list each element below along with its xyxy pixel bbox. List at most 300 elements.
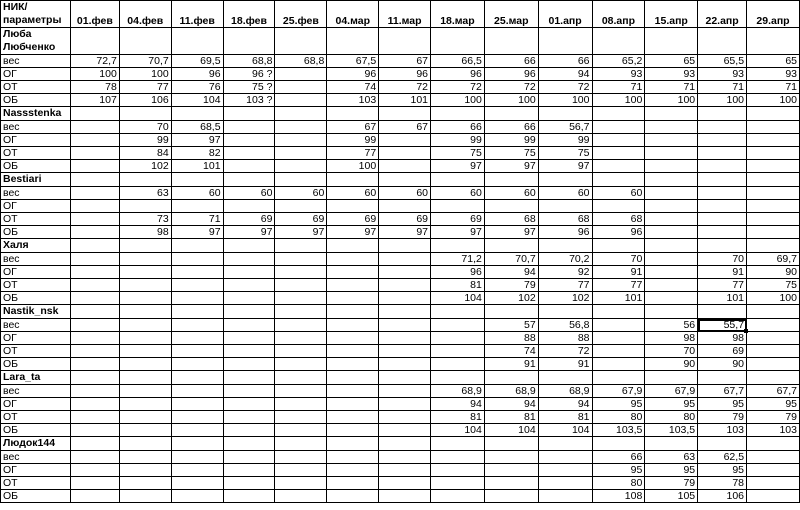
- value-cell[interactable]: 67,9: [592, 385, 645, 398]
- value-cell[interactable]: 60: [223, 187, 275, 200]
- value-cell[interactable]: 96: [431, 68, 485, 81]
- value-cell[interactable]: [379, 345, 431, 358]
- param-cell[interactable]: ОТ: [1, 147, 71, 160]
- value-cell[interactable]: 69: [223, 213, 275, 226]
- value-cell[interactable]: 75: [431, 147, 485, 160]
- value-cell[interactable]: [223, 160, 275, 173]
- empty-cell[interactable]: [327, 173, 379, 187]
- empty-cell[interactable]: [171, 107, 223, 121]
- value-cell[interactable]: [171, 292, 223, 305]
- value-cell[interactable]: 103: [327, 94, 379, 107]
- value-cell[interactable]: [747, 134, 800, 147]
- empty-cell[interactable]: [379, 173, 431, 187]
- value-cell[interactable]: [275, 477, 327, 490]
- empty-cell[interactable]: [119, 28, 171, 55]
- value-cell[interactable]: 81: [431, 279, 485, 292]
- value-cell[interactable]: [327, 411, 379, 424]
- empty-cell[interactable]: [223, 239, 275, 253]
- value-cell[interactable]: [70, 398, 119, 411]
- value-cell[interactable]: [223, 332, 275, 345]
- value-cell[interactable]: [431, 319, 485, 332]
- empty-cell[interactable]: [223, 305, 275, 319]
- value-cell[interactable]: 72: [538, 81, 592, 94]
- value-cell[interactable]: 97: [223, 226, 275, 239]
- empty-cell[interactable]: [327, 28, 379, 55]
- value-cell[interactable]: 91: [592, 266, 645, 279]
- empty-cell[interactable]: [698, 239, 747, 253]
- value-cell[interactable]: [223, 477, 275, 490]
- param-cell[interactable]: вес: [1, 55, 71, 68]
- value-cell[interactable]: [747, 160, 800, 173]
- value-cell[interactable]: [275, 358, 327, 371]
- value-cell[interactable]: [70, 319, 119, 332]
- value-cell[interactable]: [171, 319, 223, 332]
- empty-cell[interactable]: [379, 437, 431, 451]
- value-cell[interactable]: [119, 451, 171, 464]
- empty-cell[interactable]: [645, 173, 698, 187]
- value-cell[interactable]: 81: [484, 411, 538, 424]
- empty-cell[interactable]: [223, 173, 275, 187]
- value-cell[interactable]: [592, 147, 645, 160]
- value-cell[interactable]: [171, 385, 223, 398]
- value-cell[interactable]: [379, 424, 431, 437]
- value-cell[interactable]: 71: [592, 81, 645, 94]
- value-cell[interactable]: [171, 200, 223, 213]
- param-cell[interactable]: вес: [1, 187, 71, 200]
- empty-cell[interactable]: [119, 107, 171, 121]
- value-cell[interactable]: [171, 411, 223, 424]
- empty-cell[interactable]: [171, 437, 223, 451]
- empty-cell[interactable]: [538, 173, 592, 187]
- empty-cell[interactable]: [645, 437, 698, 451]
- value-cell[interactable]: [592, 319, 645, 332]
- value-cell[interactable]: [538, 464, 592, 477]
- empty-cell[interactable]: [747, 28, 800, 55]
- empty-cell[interactable]: [171, 28, 223, 55]
- empty-cell[interactable]: [275, 173, 327, 187]
- value-cell[interactable]: [747, 490, 800, 503]
- value-cell[interactable]: 79: [747, 411, 800, 424]
- value-cell[interactable]: [431, 345, 485, 358]
- value-cell[interactable]: 101: [698, 292, 747, 305]
- empty-cell[interactable]: [171, 371, 223, 385]
- empty-cell[interactable]: [431, 107, 485, 121]
- value-cell[interactable]: 97: [484, 226, 538, 239]
- value-cell[interactable]: 62,5: [698, 451, 747, 464]
- value-cell[interactable]: 101: [379, 94, 431, 107]
- header-cell-date[interactable]: 29.апр: [747, 1, 800, 28]
- value-cell[interactable]: [119, 490, 171, 503]
- empty-cell[interactable]: [645, 371, 698, 385]
- empty-cell[interactable]: [538, 239, 592, 253]
- empty-cell[interactable]: [119, 173, 171, 187]
- empty-cell[interactable]: [645, 239, 698, 253]
- value-cell[interactable]: 56,8: [538, 319, 592, 332]
- empty-cell[interactable]: [223, 28, 275, 55]
- empty-cell[interactable]: [119, 305, 171, 319]
- value-cell[interactable]: 100: [592, 94, 645, 107]
- value-cell[interactable]: [171, 490, 223, 503]
- value-cell[interactable]: 98: [119, 226, 171, 239]
- value-cell[interactable]: 101: [171, 160, 223, 173]
- value-cell[interactable]: 95: [698, 398, 747, 411]
- header-cell-date[interactable]: 25.мар: [484, 1, 538, 28]
- value-cell[interactable]: [119, 332, 171, 345]
- param-cell[interactable]: ОГ: [1, 464, 71, 477]
- value-cell[interactable]: [275, 332, 327, 345]
- value-cell[interactable]: [171, 279, 223, 292]
- empty-cell[interactable]: [70, 239, 119, 253]
- empty-cell[interactable]: [592, 107, 645, 121]
- empty-cell[interactable]: [592, 305, 645, 319]
- value-cell[interactable]: [484, 477, 538, 490]
- value-cell[interactable]: [379, 398, 431, 411]
- value-cell[interactable]: 68,9: [431, 385, 485, 398]
- value-cell[interactable]: [171, 253, 223, 266]
- value-cell[interactable]: 67,7: [698, 385, 747, 398]
- value-cell[interactable]: 69: [431, 213, 485, 226]
- value-cell[interactable]: [275, 160, 327, 173]
- param-cell[interactable]: ОБ: [1, 490, 71, 503]
- empty-cell[interactable]: [379, 239, 431, 253]
- value-cell[interactable]: [171, 332, 223, 345]
- value-cell[interactable]: [327, 279, 379, 292]
- empty-cell[interactable]: [484, 371, 538, 385]
- value-cell[interactable]: 102: [538, 292, 592, 305]
- value-cell[interactable]: [379, 292, 431, 305]
- empty-cell[interactable]: [379, 305, 431, 319]
- value-cell[interactable]: 100: [698, 94, 747, 107]
- param-cell[interactable]: ОТ: [1, 345, 71, 358]
- value-cell[interactable]: [171, 477, 223, 490]
- value-cell[interactable]: 70: [645, 345, 698, 358]
- value-cell[interactable]: [70, 411, 119, 424]
- value-cell[interactable]: [379, 160, 431, 173]
- value-cell[interactable]: [223, 147, 275, 160]
- value-cell[interactable]: 65: [645, 55, 698, 68]
- value-cell[interactable]: 103: [747, 424, 800, 437]
- value-cell[interactable]: 99: [538, 134, 592, 147]
- value-cell[interactable]: 67: [379, 55, 431, 68]
- value-cell[interactable]: 57: [484, 319, 538, 332]
- value-cell[interactable]: [70, 385, 119, 398]
- value-cell[interactable]: 88: [538, 332, 592, 345]
- value-cell[interactable]: [223, 121, 275, 134]
- value-cell[interactable]: 93: [645, 68, 698, 81]
- value-cell[interactable]: [327, 398, 379, 411]
- nick-cell[interactable]: Nassstenka: [1, 107, 71, 121]
- value-cell[interactable]: [171, 266, 223, 279]
- value-cell[interactable]: [223, 358, 275, 371]
- empty-cell[interactable]: [698, 437, 747, 451]
- value-cell[interactable]: 97: [431, 160, 485, 173]
- value-cell[interactable]: 102: [119, 160, 171, 173]
- value-cell[interactable]: [379, 464, 431, 477]
- value-cell[interactable]: 68: [592, 213, 645, 226]
- value-cell[interactable]: [70, 345, 119, 358]
- value-cell[interactable]: 100: [538, 94, 592, 107]
- value-cell[interactable]: 103: [698, 424, 747, 437]
- value-cell[interactable]: [431, 200, 485, 213]
- empty-cell[interactable]: [431, 28, 485, 55]
- param-cell[interactable]: вес: [1, 451, 71, 464]
- value-cell[interactable]: 103 ?: [223, 94, 275, 107]
- value-cell[interactable]: 94: [484, 266, 538, 279]
- value-cell[interactable]: [171, 398, 223, 411]
- value-cell[interactable]: 69: [379, 213, 431, 226]
- nick-cell[interactable]: Людок144: [1, 437, 71, 451]
- value-cell[interactable]: [645, 121, 698, 134]
- value-cell[interactable]: [119, 266, 171, 279]
- value-cell[interactable]: [70, 332, 119, 345]
- value-cell[interactable]: [275, 266, 327, 279]
- empty-cell[interactable]: [484, 173, 538, 187]
- value-cell[interactable]: [171, 424, 223, 437]
- value-cell[interactable]: 71: [171, 213, 223, 226]
- value-cell[interactable]: 70: [592, 253, 645, 266]
- value-cell[interactable]: 96: [171, 68, 223, 81]
- empty-cell[interactable]: [171, 173, 223, 187]
- value-cell[interactable]: [747, 121, 800, 134]
- param-cell[interactable]: ОГ: [1, 332, 71, 345]
- value-cell[interactable]: [484, 451, 538, 464]
- empty-cell[interactable]: [275, 107, 327, 121]
- value-cell[interactable]: 71: [698, 81, 747, 94]
- param-cell[interactable]: ОГ: [1, 266, 71, 279]
- empty-cell[interactable]: [538, 305, 592, 319]
- value-cell[interactable]: [275, 464, 327, 477]
- value-cell[interactable]: [275, 345, 327, 358]
- value-cell[interactable]: [592, 134, 645, 147]
- empty-cell[interactable]: [747, 239, 800, 253]
- value-cell[interactable]: [747, 147, 800, 160]
- value-cell[interactable]: 90: [747, 266, 800, 279]
- value-cell[interactable]: [119, 464, 171, 477]
- value-cell[interactable]: 106: [698, 490, 747, 503]
- value-cell[interactable]: 99: [484, 134, 538, 147]
- value-cell[interactable]: [379, 279, 431, 292]
- value-cell[interactable]: 96 ?: [223, 68, 275, 81]
- value-cell[interactable]: 98: [645, 332, 698, 345]
- param-cell[interactable]: ОБ: [1, 358, 71, 371]
- value-cell[interactable]: 70,2: [538, 253, 592, 266]
- value-cell[interactable]: 77: [327, 147, 379, 160]
- value-cell[interactable]: [70, 160, 119, 173]
- value-cell[interactable]: 67: [327, 121, 379, 134]
- value-cell[interactable]: 72: [538, 345, 592, 358]
- value-cell[interactable]: [484, 200, 538, 213]
- value-cell[interactable]: 103,5: [592, 424, 645, 437]
- value-cell[interactable]: [223, 200, 275, 213]
- value-cell[interactable]: 100: [70, 68, 119, 81]
- value-cell[interactable]: [171, 451, 223, 464]
- value-cell[interactable]: [70, 121, 119, 134]
- value-cell[interactable]: 106: [119, 94, 171, 107]
- empty-cell[interactable]: [379, 28, 431, 55]
- value-cell[interactable]: 100: [327, 160, 379, 173]
- value-cell[interactable]: [327, 200, 379, 213]
- value-cell[interactable]: 98: [698, 332, 747, 345]
- value-cell[interactable]: [70, 279, 119, 292]
- value-cell[interactable]: 100: [484, 94, 538, 107]
- empty-cell[interactable]: [119, 371, 171, 385]
- value-cell[interactable]: [379, 358, 431, 371]
- value-cell[interactable]: [747, 226, 800, 239]
- value-cell[interactable]: 69: [275, 213, 327, 226]
- value-cell[interactable]: 77: [592, 279, 645, 292]
- value-cell[interactable]: [119, 358, 171, 371]
- value-cell[interactable]: [592, 332, 645, 345]
- empty-cell[interactable]: [592, 371, 645, 385]
- empty-cell[interactable]: [698, 371, 747, 385]
- value-cell[interactable]: 68: [484, 213, 538, 226]
- empty-cell[interactable]: [747, 107, 800, 121]
- param-cell[interactable]: вес: [1, 385, 71, 398]
- empty-cell[interactable]: [592, 437, 645, 451]
- value-cell[interactable]: 104: [431, 424, 485, 437]
- value-cell[interactable]: [484, 464, 538, 477]
- value-cell[interactable]: 75 ?: [223, 81, 275, 94]
- value-cell[interactable]: 96: [379, 68, 431, 81]
- empty-cell[interactable]: [431, 437, 485, 451]
- value-cell[interactable]: 60: [431, 187, 485, 200]
- value-cell[interactable]: [747, 464, 800, 477]
- value-cell[interactable]: 99: [327, 134, 379, 147]
- value-cell[interactable]: 68,9: [484, 385, 538, 398]
- value-cell[interactable]: 95: [592, 398, 645, 411]
- empty-cell[interactable]: [70, 28, 119, 55]
- nick-cell[interactable]: Халя: [1, 239, 71, 253]
- value-cell[interactable]: [275, 200, 327, 213]
- value-cell[interactable]: [171, 358, 223, 371]
- value-cell[interactable]: [223, 464, 275, 477]
- value-cell[interactable]: [379, 332, 431, 345]
- nick-cell[interactable]: Lara_ta: [1, 371, 71, 385]
- value-cell[interactable]: [431, 464, 485, 477]
- empty-cell[interactable]: [275, 28, 327, 55]
- value-cell[interactable]: [538, 200, 592, 213]
- value-cell[interactable]: 66,5: [431, 55, 485, 68]
- value-cell[interactable]: [484, 490, 538, 503]
- value-cell[interactable]: [379, 266, 431, 279]
- value-cell[interactable]: 93: [698, 68, 747, 81]
- value-cell[interactable]: 79: [645, 477, 698, 490]
- value-cell[interactable]: 60: [484, 187, 538, 200]
- empty-cell[interactable]: [431, 371, 485, 385]
- value-cell[interactable]: [70, 187, 119, 200]
- value-cell[interactable]: 95: [645, 398, 698, 411]
- value-cell[interactable]: [275, 81, 327, 94]
- value-cell[interactable]: 94: [538, 68, 592, 81]
- value-cell[interactable]: [592, 345, 645, 358]
- value-cell[interactable]: [592, 358, 645, 371]
- value-cell[interactable]: 100: [747, 94, 800, 107]
- value-cell[interactable]: [592, 160, 645, 173]
- value-cell[interactable]: 104: [171, 94, 223, 107]
- param-cell[interactable]: ОГ: [1, 68, 71, 81]
- value-cell[interactable]: [747, 332, 800, 345]
- value-cell[interactable]: [119, 292, 171, 305]
- value-cell[interactable]: [538, 477, 592, 490]
- empty-cell[interactable]: [431, 239, 485, 253]
- value-cell[interactable]: [275, 398, 327, 411]
- value-cell[interactable]: 96: [592, 226, 645, 239]
- empty-cell[interactable]: [645, 107, 698, 121]
- empty-cell[interactable]: [538, 107, 592, 121]
- value-cell[interactable]: 94: [484, 398, 538, 411]
- value-cell[interactable]: [327, 490, 379, 503]
- value-cell[interactable]: 97: [171, 134, 223, 147]
- value-cell[interactable]: 91: [484, 358, 538, 371]
- empty-cell[interactable]: [747, 305, 800, 319]
- value-cell[interactable]: [275, 94, 327, 107]
- value-cell[interactable]: [698, 187, 747, 200]
- value-cell[interactable]: [431, 358, 485, 371]
- value-cell[interactable]: 68,8: [223, 55, 275, 68]
- value-cell[interactable]: 91: [538, 358, 592, 371]
- value-cell[interactable]: [70, 213, 119, 226]
- value-cell[interactable]: 56,7: [538, 121, 592, 134]
- empty-cell[interactable]: [484, 437, 538, 451]
- value-cell[interactable]: [698, 147, 747, 160]
- value-cell[interactable]: [275, 490, 327, 503]
- value-cell[interactable]: 99: [119, 134, 171, 147]
- value-cell[interactable]: [645, 292, 698, 305]
- value-cell[interactable]: 78: [698, 477, 747, 490]
- value-cell[interactable]: [379, 477, 431, 490]
- value-cell[interactable]: [70, 266, 119, 279]
- value-cell[interactable]: 67: [379, 121, 431, 134]
- value-cell[interactable]: 63: [645, 451, 698, 464]
- value-cell[interactable]: [698, 226, 747, 239]
- value-cell[interactable]: [645, 134, 698, 147]
- value-cell[interactable]: 81: [538, 411, 592, 424]
- value-cell[interactable]: 66: [431, 121, 485, 134]
- value-cell[interactable]: [327, 477, 379, 490]
- empty-cell[interactable]: [327, 437, 379, 451]
- header-cell-date[interactable]: 08.апр: [592, 1, 645, 28]
- value-cell[interactable]: 104: [431, 292, 485, 305]
- value-cell[interactable]: 70: [698, 253, 747, 266]
- value-cell[interactable]: 79: [484, 279, 538, 292]
- value-cell[interactable]: 80: [645, 411, 698, 424]
- empty-cell[interactable]: [70, 305, 119, 319]
- value-cell[interactable]: [379, 319, 431, 332]
- value-cell[interactable]: [327, 385, 379, 398]
- value-cell[interactable]: 88: [484, 332, 538, 345]
- value-cell[interactable]: [275, 147, 327, 160]
- value-cell[interactable]: 101: [592, 292, 645, 305]
- value-cell[interactable]: 96: [431, 266, 485, 279]
- value-cell[interactable]: 94: [431, 398, 485, 411]
- value-cell[interactable]: [223, 398, 275, 411]
- value-cell[interactable]: 104: [538, 424, 592, 437]
- empty-cell[interactable]: [379, 371, 431, 385]
- empty-cell[interactable]: [70, 371, 119, 385]
- empty-cell[interactable]: [119, 437, 171, 451]
- empty-cell[interactable]: [747, 371, 800, 385]
- value-cell[interactable]: [119, 279, 171, 292]
- value-cell[interactable]: 97: [171, 226, 223, 239]
- value-cell[interactable]: [747, 451, 800, 464]
- value-cell[interactable]: [119, 319, 171, 332]
- value-cell[interactable]: [171, 345, 223, 358]
- value-cell[interactable]: [327, 464, 379, 477]
- value-cell[interactable]: 75: [538, 147, 592, 160]
- value-cell[interactable]: 74: [484, 345, 538, 358]
- value-cell[interactable]: 69,5: [171, 55, 223, 68]
- empty-cell[interactable]: [698, 305, 747, 319]
